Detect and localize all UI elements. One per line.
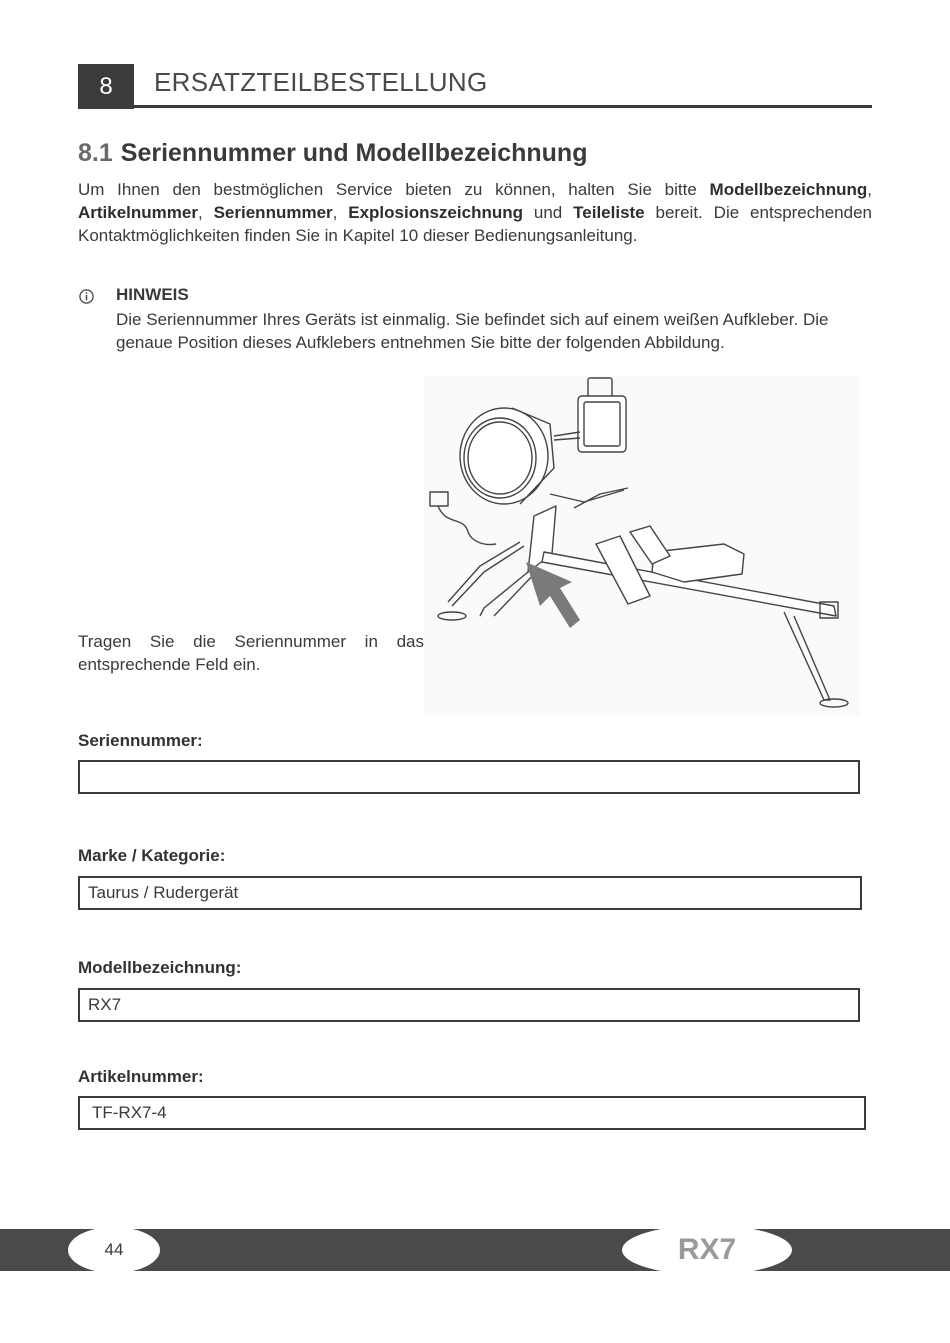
model-label: Modellbezeichnung: xyxy=(78,958,242,977)
term-seriennummer: Seriennummer xyxy=(213,203,333,222)
instruction-text: Tragen Sie die Seriennummer in das entsprechende Feld ein. xyxy=(78,632,424,674)
page-number: 44 xyxy=(68,1227,160,1273)
pointer-arrow-icon xyxy=(526,562,580,628)
note-text: Die Seriennummer Ihres Geräts ist einmalig. Sie befindet sich auf einem weißen Aufkleber. Die genaue Position dieses Aufklebers entnehmen Sie bitte der folgenden Abbildung. xyxy=(116,310,829,352)
info-circle-icon xyxy=(79,289,94,304)
article-number-field[interactable]: TF-RX7-4 xyxy=(78,1096,866,1130)
section-number: 8.1 xyxy=(78,139,113,167)
chapter-number: 8 xyxy=(78,64,134,109)
serial-number-field[interactable] xyxy=(78,760,860,794)
term-artikelnummer: Artikelnummer xyxy=(78,203,198,222)
footer-model-logo: RX7 xyxy=(622,1225,792,1275)
chapter-title: ERSATZTEILBESTELLUNG xyxy=(154,67,488,97)
rowing-machine-figure xyxy=(424,376,860,716)
term-modellbezeichnung: Modellbezeichnung xyxy=(709,180,868,199)
section-heading xyxy=(78,139,587,168)
term-explosionszeichnung: Explosionszeichnung xyxy=(348,203,523,222)
brand-category-field[interactable]: Taurus / Rudergerät xyxy=(78,876,862,910)
brand-category-label: Marke / Kategorie: xyxy=(78,846,226,865)
rowing-machine-illustration xyxy=(424,376,860,716)
model-field[interactable]: RX7 xyxy=(78,988,860,1022)
intro-paragraph: Um Ihnen den bestmöglichen Service bieten zu können, halten Sie bitte Modellbezeichnung, Artikelnummer, Seriennummer, Explosionszeichnung und Teileliste bereit. Die entsprechenden Kontaktmöglichkeiten finden Sie in Kapitel 10 dieser Bedienungsanleitung. xyxy=(78,180,872,245)
section-title: Seriennummer und Modellbezeichnung xyxy=(120,139,588,167)
article-number-label: Artikelnummer: xyxy=(78,1067,204,1086)
note-title: HINWEIS xyxy=(116,285,189,304)
serial-number-label: Seriennummer: xyxy=(78,731,203,750)
term-teileliste: Teileliste xyxy=(573,203,645,222)
chapter-divider xyxy=(78,105,872,108)
